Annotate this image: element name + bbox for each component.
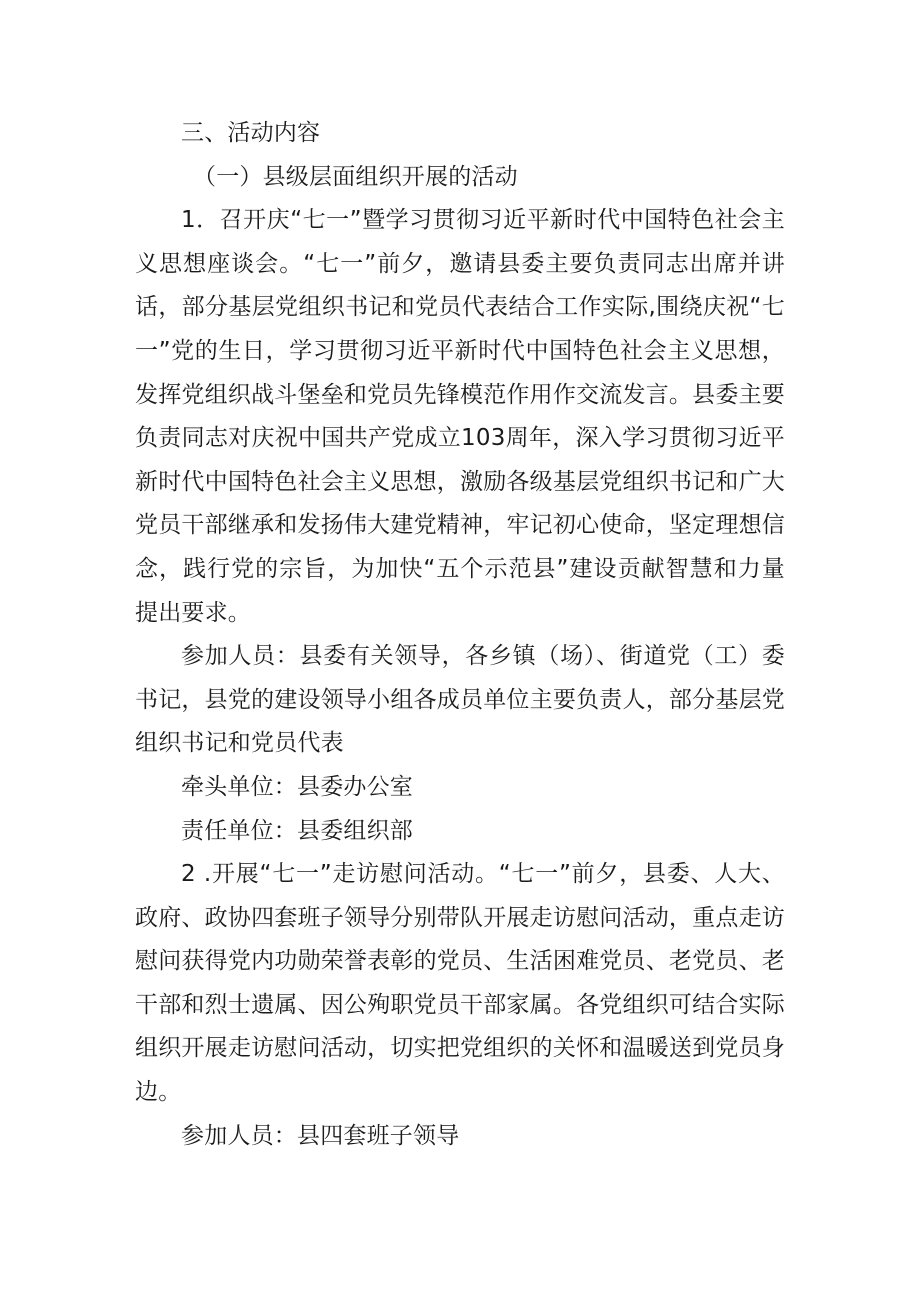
item2-paragraph: 2 .开展“七一”走访慰问活动。“七一”前夕，县委、人大、政府、政协四套班子领导分别带队开展走访慰问活动，重点走访慰问获得党内功勋荣誉表彰的党员、生活困难党员、老党员、老干部和烈士遗属、因公殉职党员干部家属。各党组织可结合实际组织开展走访慰问活动，切实把党组织的关怀和温暖送到党员身边。 (135, 861, 785, 1106)
document-body (135, 112, 785, 1158)
item1-paragraph: 1．召开庆“七一”暨学习贯彻习近平新时代中国特色社会主义思想座谈会。“七一”前夕，邀请县委主要负责同志出席并讲话，部分基层党组织书记和党员代表结合工作实际,围绕庆祝“七一”党的生日，学习贯彻习近平新时代中国特色社会主义思想，发挥党组织战斗堡垒和党员先锋模范作用作交流发言。县委主要负责同志对庆祝中国共产党成立103周年，深入学习贯彻习近平新时代中国特色社会主义思想，激励各级基层党组织书记和广大党员干部继承和发扬伟大建党精神，牢记初心使命，坚定理想信念，践行党的宗旨，为加快“五个示范县”建设贡献智慧和力量提出要求。 (135, 207, 785, 626)
item2-participants: 参加人员：县四套班子领导 (181, 1122, 460, 1149)
item1-participants: 参加人员：县委有关领导，各乡镇（场）、街道党（工）委书记，县党的建设领导小组各成员单位主要负责人，部分基层党组织书记和党员代表 (135, 643, 785, 757)
subsection-heading: （一）县级层面组织开展的活动 (193, 163, 518, 190)
section-heading: 三、活动内容 (181, 120, 321, 146)
item1-lead-unit: 牵头单位：县委办公室 (181, 773, 413, 800)
item1-responsible-unit: 责任单位：县委组织部 (181, 817, 413, 844)
